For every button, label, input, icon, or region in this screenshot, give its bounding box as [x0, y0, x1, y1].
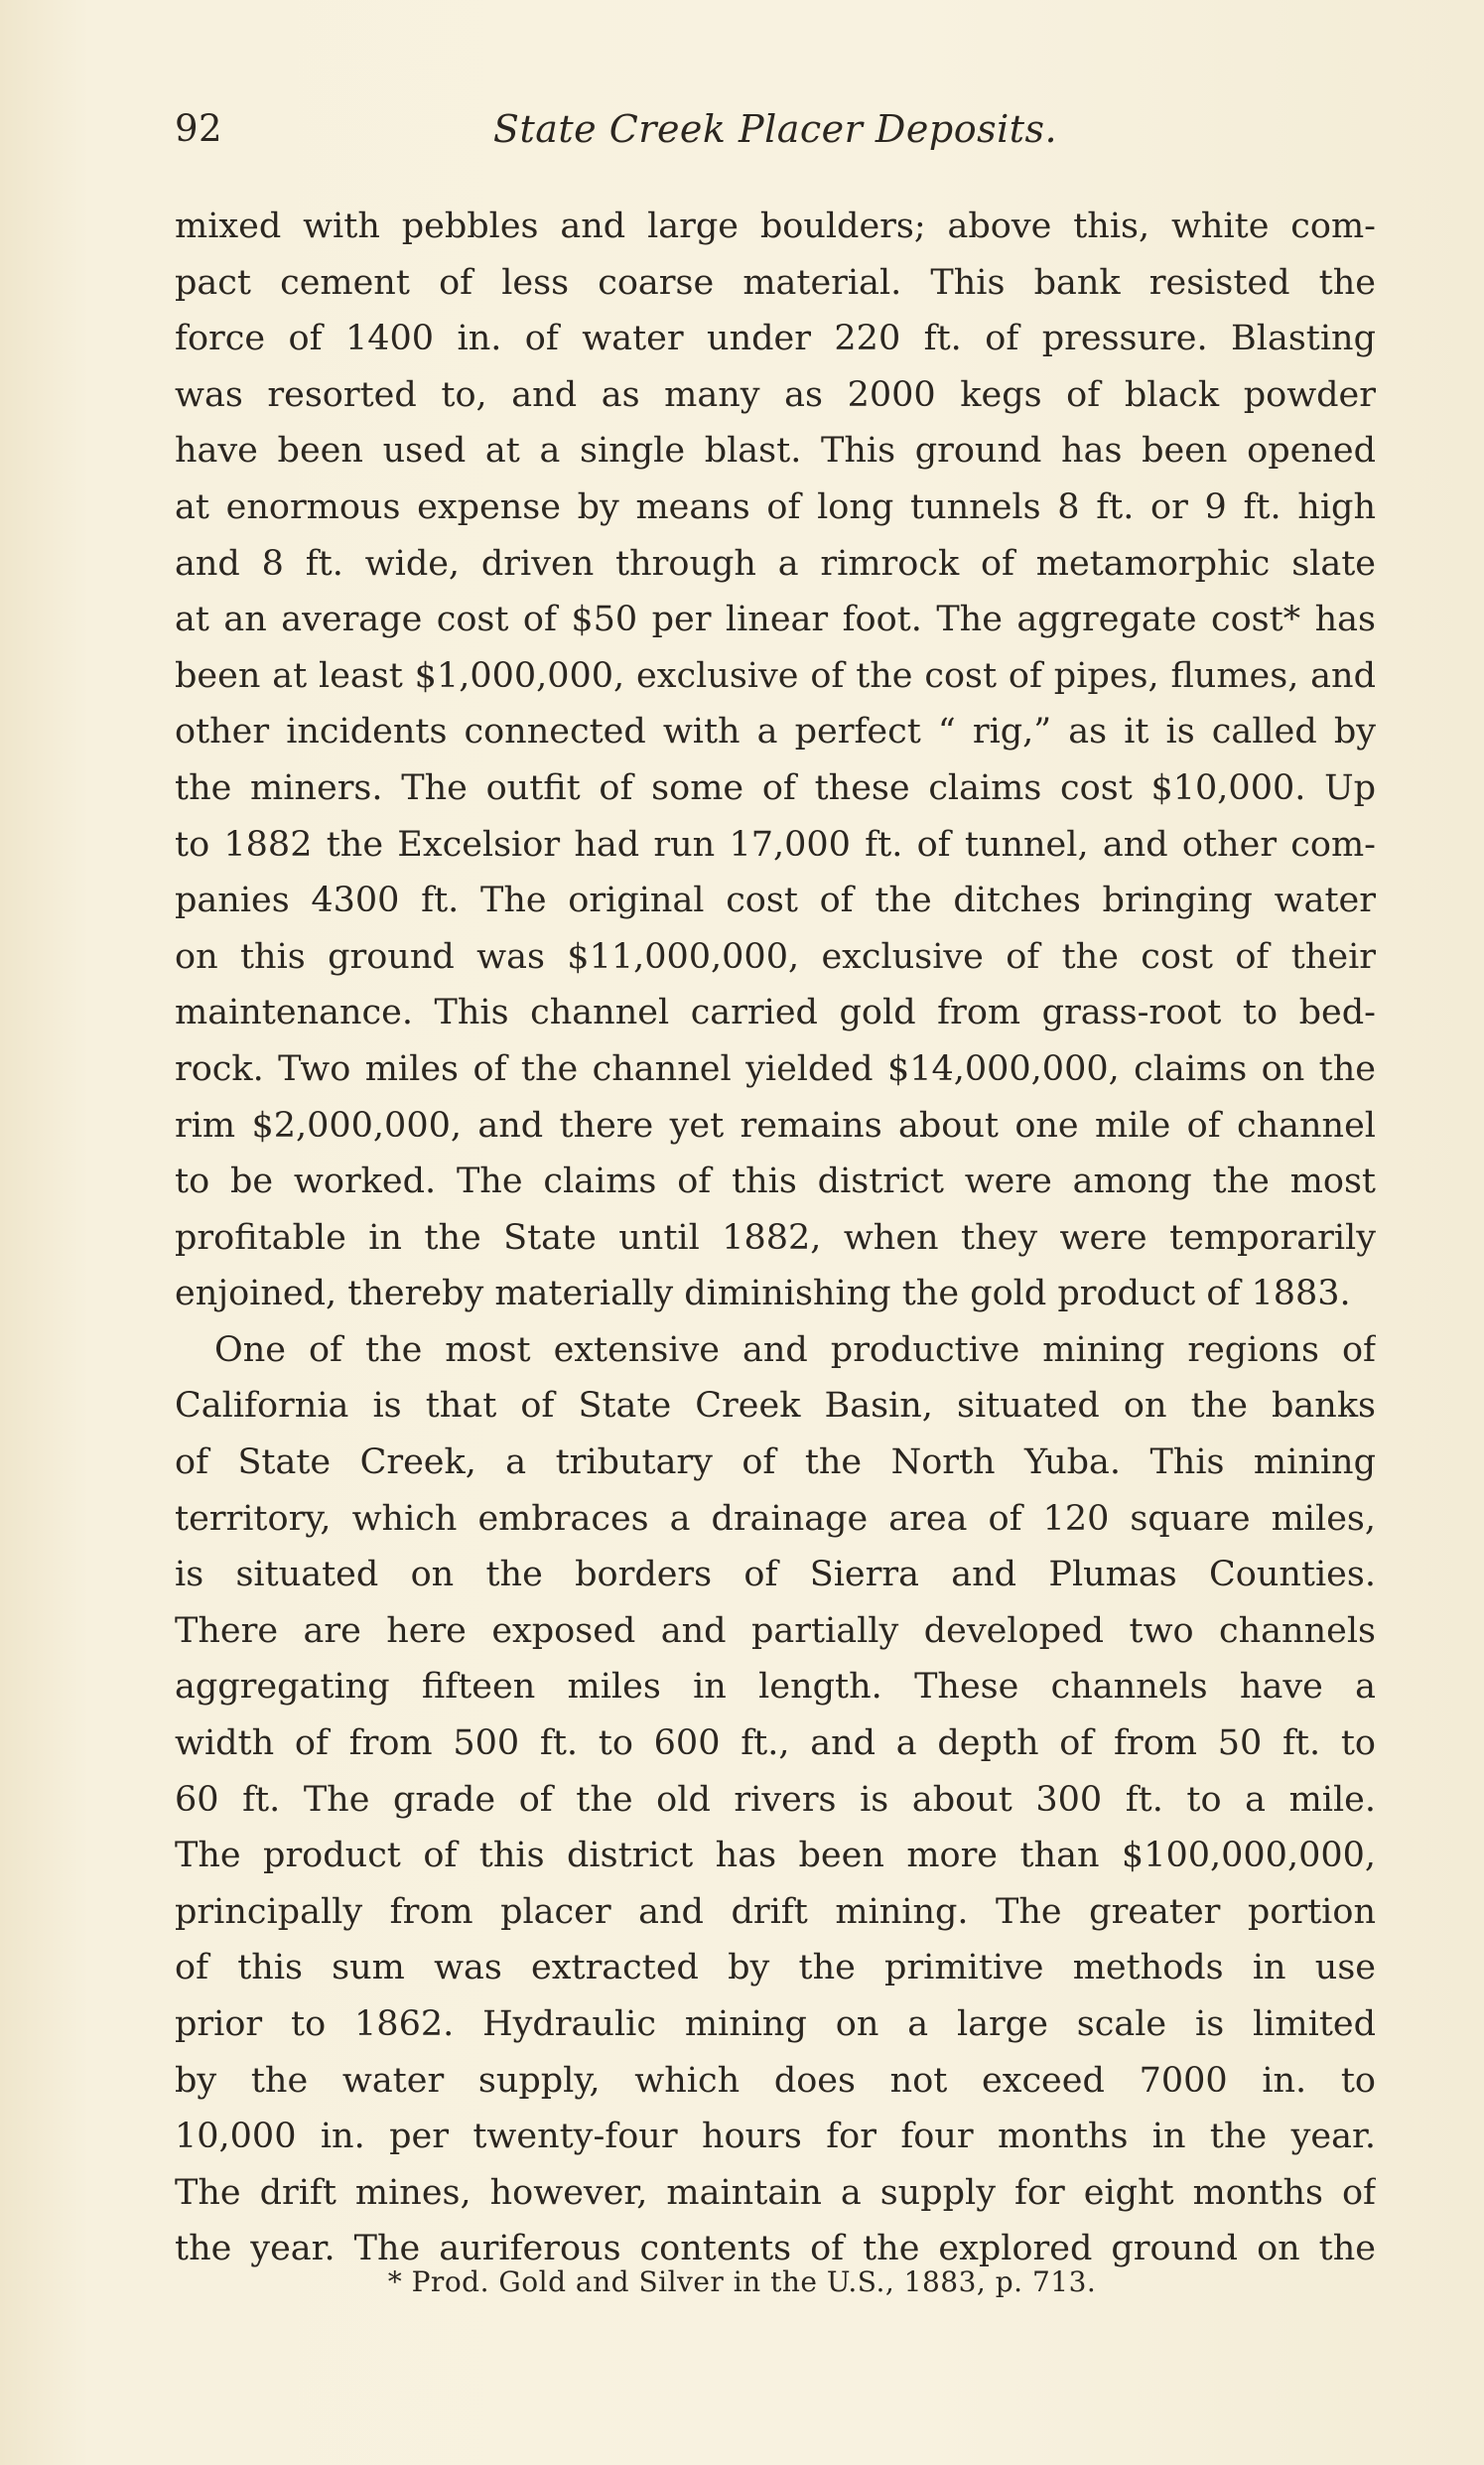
text-line: 10,000 in. per twenty-four hours for four months in the year.	[175, 2117, 1376, 2157]
page-number: 92	[175, 107, 223, 150]
text-line: The product of this district has been more than $100,000,000,	[175, 1836, 1376, 1876]
text-line: profitable in the State until 1882, when they were temporarily	[175, 1217, 1376, 1258]
text-line: at an average cost of $50 per linear foot. The aggregate cost* has	[175, 600, 1376, 640]
text-line: of this sum was extracted by the primitive methods in use	[175, 1948, 1376, 1988]
text-line: maintenance. This channel carried gold from grass-root to bed-	[175, 993, 1376, 1033]
text-line: is situated on the borders of Sierra and Plumas Counties.	[175, 1555, 1376, 1595]
text-line: by the water supply, which does not exceed 7000 in. to	[175, 2060, 1376, 2101]
paragraph-last-line: enjoined, thereby materially diminishing the gold product of 1883.	[175, 1274, 1351, 1314]
text-line: was resorted to, and as many as 2000 kegs of black powder	[175, 374, 1376, 415]
text-line: pact cement of less coarse material. This bank resisted the	[175, 262, 1376, 303]
text-line: rim $2,000,000, and there yet remains about one mile of channel	[175, 1105, 1376, 1146]
text-line: the miners. The outfit of some of these claims cost $10,000. Up	[175, 767, 1376, 808]
text-line: have been used at a single blast. This ground has been opened	[175, 431, 1376, 472]
text-line: aggregating fifteen miles in length. These channels have a	[175, 1667, 1376, 1708]
text-line: to be worked. The claims of this district were among the most	[175, 1162, 1376, 1202]
text-line: of State Creek, a tributary of the North Yuba. This mining	[175, 1442, 1376, 1483]
text-line: The drift mines, however, maintain a supply for eight months of	[175, 2172, 1376, 2213]
text-line: There are here exposed and partially developed two channels	[175, 1610, 1376, 1651]
paragraph-first-line: One of the most extensive and productive mining regions of	[214, 1329, 1376, 1370]
text-line: 60 ft. The grade of the old rivers is about 300 ft. to a mile.	[175, 1779, 1376, 1820]
text-line: to 1882 the Excelsior had run 17,000 ft. of tunnel, and other com-	[175, 824, 1376, 865]
body-text	[175, 199, 1376, 2277]
page-header	[175, 107, 1376, 167]
text-line: width of from 500 ft. to 600 ft., and a depth of from 50 ft. to	[175, 1723, 1376, 1764]
text-line: rock. Two miles of the channel yielded $14,000,000, claims on the	[175, 1048, 1376, 1089]
text-line: principally from placer and drift mining. The greater portion	[175, 1891, 1376, 1932]
text-line: force of 1400 in. of water under 220 ft. of pressure. Blasting	[175, 319, 1376, 359]
text-line: panies 4300 ft. The original cost of the ditches bringing water	[175, 881, 1376, 921]
text-line: mixed with pebbles and large boulders; above this, white com-	[175, 206, 1376, 246]
text-line: been at least $1,000,000, exclusive of the cost of pipes, flumes, and	[175, 655, 1376, 696]
text-line: territory, which embraces a drainage area of 120 square miles,	[175, 1498, 1376, 1539]
text-line: other incidents connected with a perfect “ rig,” as it is called by	[175, 712, 1376, 753]
text-line: at enormous expense by means of long tunnels 8 ft. or 9 ft. high	[175, 486, 1376, 527]
text-line: and 8 ft. wide, driven through a rimrock of metamorphic slate	[175, 543, 1376, 584]
footnote: * Prod. Gold and Silver in the U.S., 1883, p. 713.	[387, 2265, 1097, 2298]
running-head: State Creek Placer Deposits.	[492, 107, 1058, 151]
text-line: California is that of State Creek Basin, situated on the banks	[175, 1386, 1376, 1427]
text-line: the year. The auriferous contents of the explored ground on the	[175, 2229, 1376, 2269]
text-line: prior to 1862. Hydraulic mining on a large scale is limited	[175, 2004, 1376, 2044]
text-line: on this ground was $11,000,000, exclusive of the cost of their	[175, 936, 1376, 977]
